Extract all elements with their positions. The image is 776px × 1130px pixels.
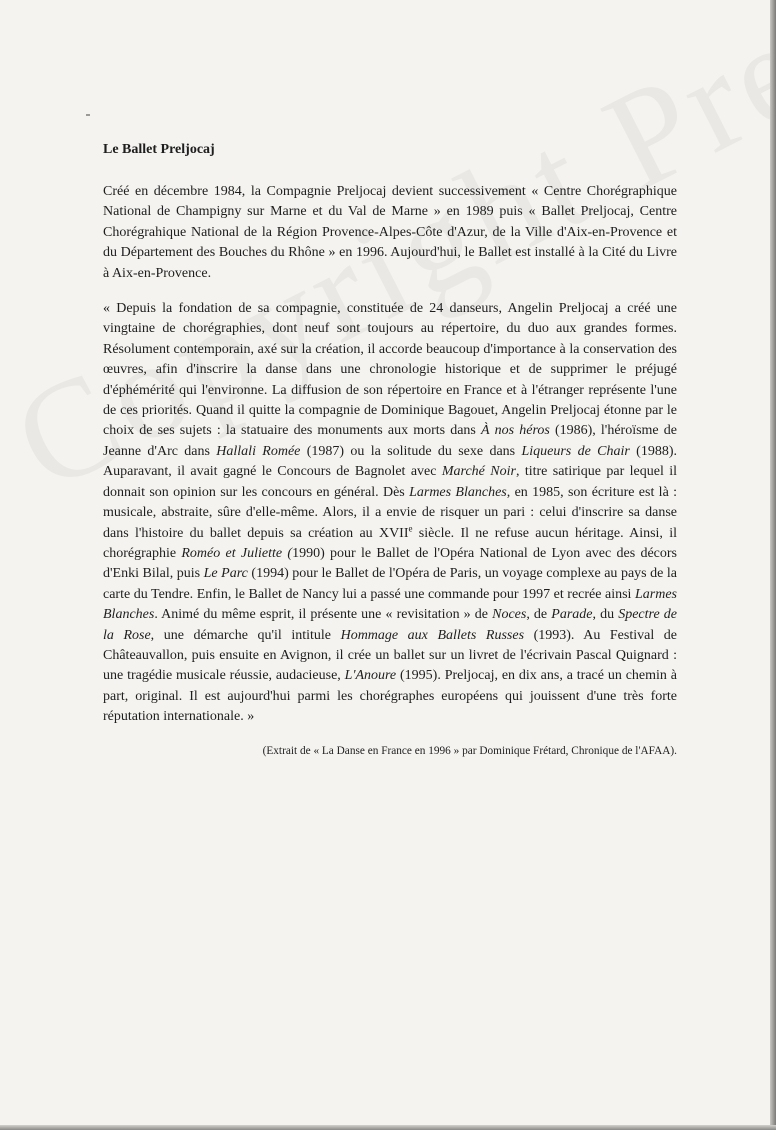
quote-text: , une démarche qu'il intitule [150,627,341,643]
document-body [103,140,677,759]
work-title: Spectre de la Rose [103,607,677,643]
work-title: Larmes Blanches [409,484,507,500]
work-title: Parade [551,607,593,623]
quote-text: (1994) pour le Ballet de l'Opéra de Paris, un voyage complexe au pays de la carte du Tendre. Enfin, le Ballet de Nancy lui a passé une commande pour 1997 et recrée ainsi [103,566,677,602]
work-title: Roméo et Juliette ( [181,545,293,561]
quote-text: 1990) pour le Ballet de l'Opéra National de Lyon avec des décors d'Enki Bilal, puis [103,545,677,582]
work-title: Noces [492,607,527,623]
section-heading: Le Ballet Preljocaj [103,142,215,157]
work-title: L'Anoure [344,668,397,684]
quote-text: . Animé du même esprit, il présente une « revisitation » de [154,607,493,623]
quote-paragraph [103,299,677,728]
scan-edge-right [770,0,776,1130]
scan-speck [86,114,90,116]
quote-text: , en 1985, son écriture est là : musicale, abstraite, sûre d'elle-même. Alors, il a envie de risquer un pari : celui d'inscrire sa danse dans l'histoire du ballet depuis sa création au XVII [103,484,677,541]
intro-paragraph: Créé en décembre 1984, la Compagnie Preljocaj devient successivement « Centre Chorégraphique National de Champigny sur Marne et du Val de Marne » en 1989 puis « Ballet Preljocaj, Centre Chorégrahique National de la Région Provence-Alpes-Côte d'Azur, de la Ville d'Aix-en-Provence et du Département des Bouches du Rhône » en 1996. Aujourd'hui, le Ballet est installé à la Cité du Livre à Aix-en-Provence. [103,184,677,281]
work-title: Larmes Blanches [103,586,677,623]
work-title: Liqueurs de Chair [521,443,630,459]
century-superscript: e [408,522,413,533]
scan-edge-bottom [0,1125,776,1130]
quote-text: (1986), l'héroïsme de Jeanne d'Arc dans [103,423,677,459]
work-title: À nos héros [481,423,550,439]
quote-text: (1995). Preljocaj, en dix ans, a tracé un chemin à part, original. Il est aujourd'hui parmi les chorégraphes européens qui jouissent d'une très forte réputation internationale. » [103,668,677,725]
work-title: Le Parc [203,566,248,582]
quote-text: siècle. Il ne refuse aucun héritage. Ainsi, il chorégraphie [103,525,677,561]
work-title: Marché Noir [441,464,516,480]
quote-text: , de [526,607,552,623]
work-title: Hommage aux Ballets Russes [340,627,525,643]
quote-text: (1988). Auparavant, il avait gagné le Concours de Bagnolet avec [103,443,677,480]
quote-text: (1993). Au Festival de Châteauvallon, puis ensuite en Avignon, il crée un ballet sur un livret de l'écrivain Pascal Quignard : une tragédie musicale réussie, audacieuse, [103,627,677,684]
quote-text: « Depuis la fondation de sa compagnie, constituée de 24 danseurs, Angelin Preljocaj a créé une vingtaine de chorégraphies, dont neuf sont toujours au répertoire, du duo aux grandes formes. Résolument contemporain, axé sur la création, il accorde beaucoup d'importance à la conservation des œuvres, afin d'inscrire la danse dans une chronologie historique et de supprimer le préjugé d'éphémérité qui l'environne. La diffusion de son répertoire en France et à l'étranger représente l'une de ces priorités. Quand il quitte la compagnie de Dominique Bagouet, Angelin Preljocaj étonne par le choix de ses sujets : la statuaire des monuments aux morts dans [103,301,677,439]
quote-text: (1987) ou la solitude du sexe dans [300,443,522,459]
citation-source: (Extrait de « La Danse en France en 1996 » par Dominique Frétard, Chronique de l'AFAA). [262,744,677,757]
quote-text: , titre satirique par lequel il donnait son opinion sur les concours en général. Dès [103,464,677,500]
work-title: Hallali Romée [216,443,301,459]
quote-text: , du [592,607,619,623]
